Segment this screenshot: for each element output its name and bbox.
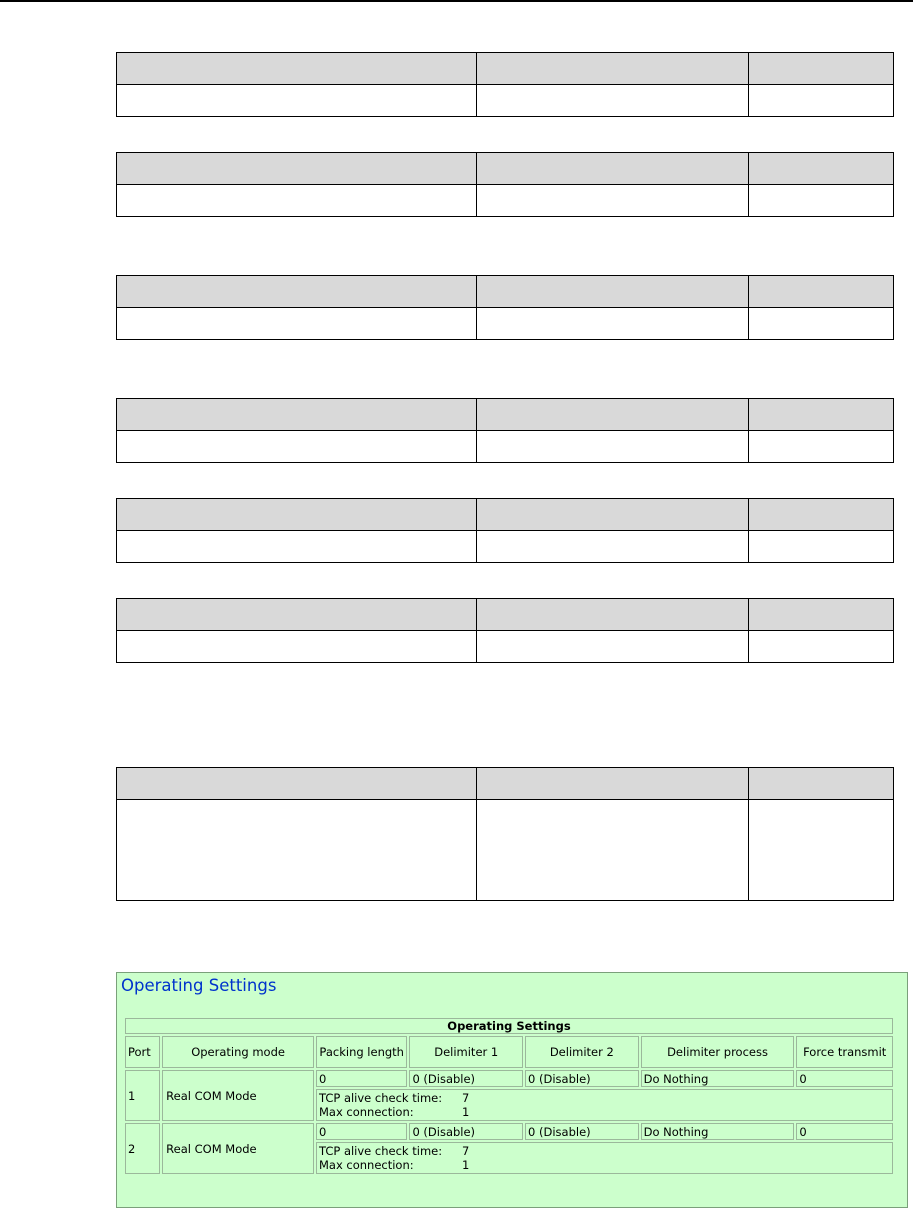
header-cell [117,276,477,308]
header-cell [117,499,477,531]
body-cell [117,531,477,563]
table-caption: Operating Settings [125,1018,893,1034]
operating-settings-table [123,1016,895,1176]
max-connection-value: 1 [461,1158,470,1172]
header-cell [477,53,749,85]
doc-table-2 [116,152,894,217]
header-cell [749,53,894,85]
page-top-rule [0,0,913,2]
header-cell [749,599,894,631]
header-cell [117,153,477,185]
body-cell [117,185,477,217]
operating-settings-panel [116,972,908,1208]
force-transmit-cell: 0 [796,1123,893,1140]
force-transmit-cell: 0 [796,1070,893,1087]
header-cell [477,499,749,531]
header-cell [477,599,749,631]
body-cell [749,308,894,340]
header-cell [117,768,477,800]
body-cell [477,431,749,463]
column-header-port: Port [125,1036,160,1068]
header-cell [117,599,477,631]
column-header-packing-length [316,1036,407,1068]
tcp-alive-label: TCP alive check time: [318,1091,443,1105]
body-cell [749,431,894,463]
body-cell [477,800,749,901]
header-cell [477,399,749,431]
header-cell [749,399,894,431]
body-cell [117,631,477,663]
body-cell [749,800,894,901]
header-cell [117,53,477,85]
operating-mode-cell: Real COM Mode [162,1070,314,1121]
max-connection-label: Max connection: [318,1105,414,1119]
port-cell: 2 [125,1123,160,1174]
doc-table-5 [116,498,894,563]
port-cell: 1 [125,1070,160,1121]
column-header-delimiter-process: Delimiter process [641,1036,795,1068]
doc-table-4 [116,398,894,463]
operating-mode-cell: Real COM Mode [162,1123,314,1174]
packing-length-cell: 0 [316,1070,407,1087]
body-cell [477,85,749,117]
body-cell [477,631,749,663]
doc-table-3 [116,275,894,340]
delimiter-process-cell: Do Nothing [641,1070,795,1087]
body-cell [477,308,749,340]
max-connection-value: 1 [461,1105,470,1119]
doc-table-7 [116,767,894,901]
body-cell [749,631,894,663]
table-row [125,1070,893,1087]
delimiter-1-cell: 0 (Disable) [409,1123,523,1140]
column-header-force-transmit: Force transmit [796,1036,893,1068]
body-cell [117,800,477,901]
delimiter-2-cell: 0 (Disable) [525,1070,639,1087]
header-cell [477,153,749,185]
header-cell [477,768,749,800]
column-header-delimiter-1: Delimiter 1 [409,1036,523,1068]
delimiter-process-cell: Do Nothing [641,1123,795,1140]
header-cell [749,276,894,308]
tcp-settings-cell [316,1089,893,1121]
column-header-delimiter-2: Delimiter 2 [525,1036,639,1068]
body-cell [477,531,749,563]
column-header-operating-mode: Operating mode [162,1036,314,1068]
delimiter-2-cell: 0 (Disable) [525,1123,639,1140]
max-connection-label: Max connection: [318,1158,414,1172]
body-cell [749,185,894,217]
operating-settings-title: Operating Settings [121,976,277,995]
body-cell [477,185,749,217]
doc-table-6 [116,598,894,663]
delimiter-1-cell: 0 (Disable) [409,1070,523,1087]
body-cell [117,308,477,340]
body-cell [749,531,894,563]
tcp-alive-value: 7 [461,1091,470,1105]
packing-length-cell: 0 [316,1123,407,1140]
doc-table-1 [116,52,894,117]
tcp-alive-value: 7 [461,1144,470,1158]
tcp-alive-label: TCP alive check time: [318,1144,443,1158]
header-cell [117,399,477,431]
body-cell [117,85,477,117]
header-cell [749,499,894,531]
body-cell [749,85,894,117]
tcp-settings-cell [316,1142,893,1174]
header-cell [749,153,894,185]
packing-length-label: Packing length [319,1045,404,1059]
header-cell [749,768,894,800]
header-cell [477,276,749,308]
table-row [125,1123,893,1140]
body-cell [117,431,477,463]
